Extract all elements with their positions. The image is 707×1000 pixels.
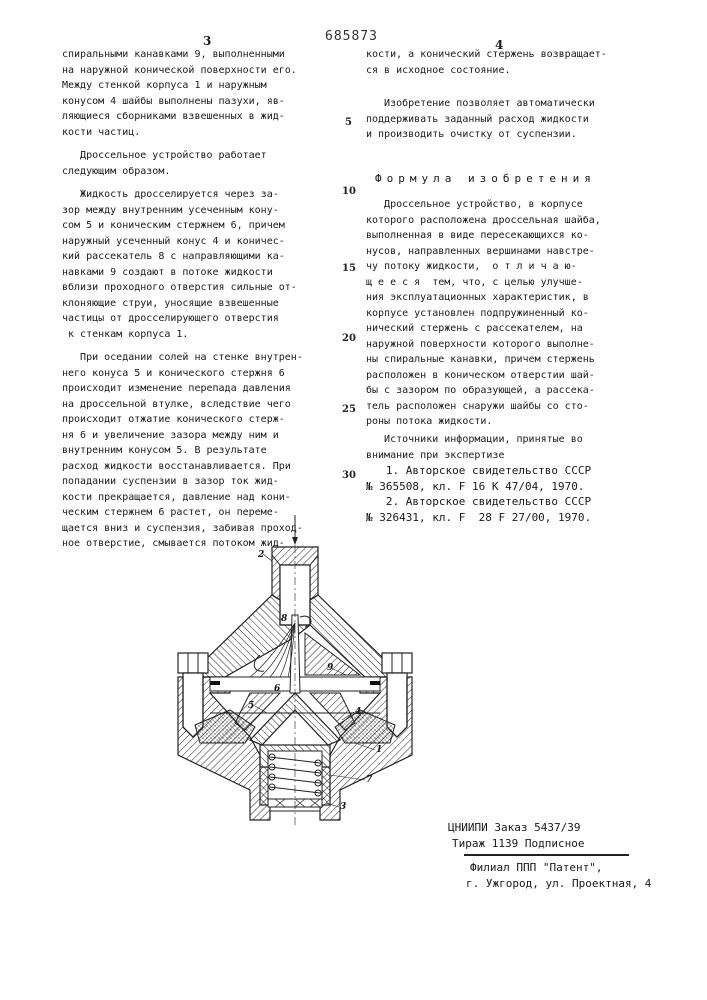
text-line: частицы от дросселирующего отверстия <box>62 311 334 327</box>
label-2: 2 <box>257 550 264 560</box>
text-line: на наружной конической поверхности его. <box>62 63 334 79</box>
footer-circulation-line: Тираж 1139 Подписное <box>452 836 584 851</box>
line-number: 5 <box>345 117 352 129</box>
text-line: ня 6 и увеличение зазора между ним и <box>62 428 334 444</box>
text-line: бы с зазором по образующей, а рассека- <box>366 383 638 399</box>
right-page-number: 4 <box>495 38 503 52</box>
document-number: 685873 <box>325 30 378 44</box>
text-line: наружный усеченный конус 4 и коничес- <box>62 234 334 250</box>
text-line: чу потоку жидкости, о т л и ч а ю- <box>366 259 638 275</box>
footer-order-line: ЦНИИПИ Заказ 5437/39 <box>448 820 580 835</box>
technical-drawing <box>150 505 460 825</box>
line-number: 10 <box>342 186 356 198</box>
text-line: расположен в коническом отверстии шай- <box>366 368 638 384</box>
left-page-number: 3 <box>203 34 211 48</box>
right-column-intro <box>366 47 638 78</box>
text-line: следующим образом. <box>62 164 334 180</box>
line-number: 15 <box>342 263 356 275</box>
footer-branch-line: Филиал ППП "Патент", <box>470 860 602 875</box>
text-line: попадании суспензии в зазор ток жид- <box>62 474 334 490</box>
text-line: которого расположена дроссельная шайба, <box>366 213 638 229</box>
footer-address-line: г. Ужгород, ул. Проектная, 4 <box>466 876 651 891</box>
text-line: кости, а конический стержень возвращает- <box>366 47 638 63</box>
line-number: 25 <box>342 404 356 416</box>
source-item: № 365508, кл. F 16 K 47/04, 1970. <box>366 479 638 495</box>
text-line: роны потока жидкости. <box>366 414 638 430</box>
left-column <box>62 47 334 552</box>
text-line: к стенкам корпуса 1. <box>62 327 334 343</box>
source-item: 2. Авторское свидетельство СССР <box>366 494 638 510</box>
text-line: спиральными канавками 9, выполненными <box>62 47 334 63</box>
text-line: вблизи проходного отверстия сильные от- <box>62 280 334 296</box>
text-line: поддерживать заданный расход жидкости <box>366 112 638 128</box>
text-line: ное отверстие, смывается потоком жид- <box>62 536 334 552</box>
text-line: ния эксплуатационных характеристик, в <box>366 290 638 306</box>
label-6: 6 <box>274 684 281 694</box>
line-number: 30 <box>342 470 356 482</box>
source-item: 1. Авторское свидетельство СССР <box>366 463 638 479</box>
text-line: на дроссельной втулке, вследствие чего <box>62 397 334 413</box>
right-column-conclusion <box>366 96 638 143</box>
text-line: нический стержень с рассекателем, на <box>366 321 638 337</box>
text-line: ляющиеся сборниками взвешенных в жид- <box>62 109 334 125</box>
text-line: корпусе установлен подпружиненный ко- <box>366 306 638 322</box>
text-line: Дроссельное устройство, в корпусе <box>366 197 638 213</box>
text-line: происходит отжатие конического стерж- <box>62 412 334 428</box>
label-5: 5 <box>248 701 254 711</box>
text-line: кий рассекатель 8 с направляющими ка- <box>62 249 334 265</box>
footer-divider <box>464 854 629 856</box>
text-line: При оседании солей на стенке внутрен- <box>62 350 334 366</box>
text-line: Жидкость дросселируется через за- <box>62 187 334 203</box>
label-1: 1 <box>376 745 382 755</box>
text-line: выполненная в виде пересекающихся ко- <box>366 228 638 244</box>
text-line: зор между внутренним усеченным кону- <box>62 203 334 219</box>
text-line: него конуса 5 и конического стержня 6 <box>62 366 334 382</box>
label-7: 7 <box>366 775 373 785</box>
text-line: клоняющие струи, уносящие взвешенные <box>62 296 334 312</box>
text-line: ся в исходное состояние. <box>366 63 638 79</box>
text-line: внимание при экспертизе <box>366 448 638 464</box>
label-8: 8 <box>281 614 288 624</box>
text-line: и производить очистку от суспензии. <box>366 127 638 143</box>
text-line: щ е е с я тем, что, с целью улучше- <box>366 275 638 291</box>
label-9: 9 <box>327 663 334 673</box>
text-line: ческим стержнем 6 растет, он переме- <box>62 505 334 521</box>
formula-title: Формула изобретения <box>375 172 596 186</box>
text-line: происходит изменение перепада давления <box>62 381 334 397</box>
inlet-arrow <box>292 515 298 545</box>
text-line: щается вниз и суспензия, забивая проход- <box>62 521 334 537</box>
text-line: нусов, направленных вершинами навстре- <box>366 244 638 260</box>
text-line: расход жидкости восстанавливается. При <box>62 459 334 475</box>
text-line: конусом 4 шайбы выполнены пазухи, яв- <box>62 94 334 110</box>
label-4: 4 <box>355 707 361 717</box>
line-number: 20 <box>342 333 356 345</box>
text-line: кости частиц. <box>62 125 334 141</box>
text-line: кости прекращается, давление над кони- <box>62 490 334 506</box>
text-line: Изобретение позволяет автоматически <box>366 96 638 112</box>
text-line: наружной поверхности которого выполне- <box>366 337 638 353</box>
text-line: навками 9 создают в потоке жидкости <box>62 265 334 281</box>
text-line: тель расположен снаружи шайбы со сто- <box>366 399 638 415</box>
source-item: № 326431, кл. F 28 F 27/00, 1970. <box>366 510 638 526</box>
claim-text <box>366 197 638 430</box>
text-line: внутренним конусом 5. В результате <box>62 443 334 459</box>
text-line: Между стенкой корпуса 1 и наружным <box>62 78 334 94</box>
text-line: Источники информации, принятые во <box>366 432 638 448</box>
text-line: сом 5 и коническим стержнем 6, причем <box>62 218 334 234</box>
text-line: Дроссельное устройство работает <box>62 148 334 164</box>
text-line: ны спиральные канавки, причем стержень <box>366 352 638 368</box>
label-3: 3 <box>340 802 346 812</box>
